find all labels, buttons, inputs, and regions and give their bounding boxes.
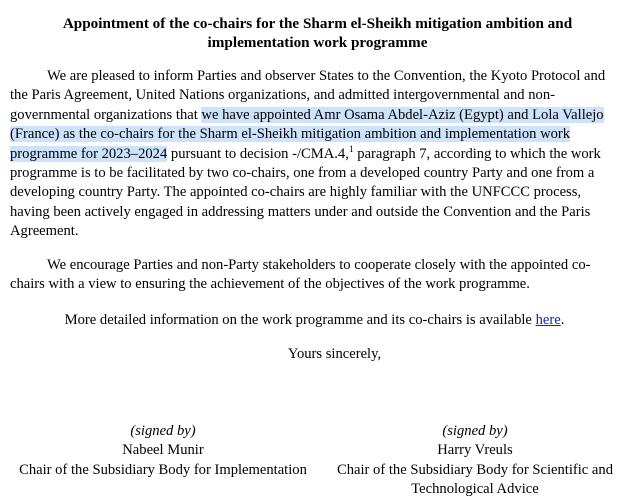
- paragraph-text: paragraph 7, according to which the work programme is to be facilitated by two co-chairs, one from a developed country Party and one from a developing country Party. The appointed co-chairs are highly familiar with the UNFCCC process, having been actively engaged in addressing matters under and outside the Convention and the Paris Agreement.: [10, 145, 601, 240]
- paragraph-text: pursuant to decision -/CMA.4,: [167, 145, 349, 162]
- signatory-role: Chair of the Subsidiary Body for Scientific and Technological Advice: [336, 461, 613, 498]
- signatory-name: Nabeel Munir: [122, 442, 204, 459]
- closing-salutation: Yours sincerely,: [287, 346, 382, 362]
- signatory-role: Chair of the Subsidiary Body for Implementation: [19, 461, 307, 478]
- paragraph-text: More detailed information on the work programme and its co-chairs is available: [64, 312, 536, 328]
- footnote-mark: 1: [348, 144, 354, 155]
- letter-title: Appointment of the co-chairs for the Sharm el-Sheikh mitigation ambition and implementation work programme: [62, 15, 573, 51]
- paragraph-text: .: [560, 312, 565, 328]
- paragraph-text: We encourage Parties and non-Party stakeholders to cooperate closely with the appointed co-chairs with a view to ensuring the achievement of the objectives of the work programme.: [10, 257, 591, 293]
- here-link[interactable]: here: [535, 312, 561, 328]
- signed-by-note: (signed by): [130, 423, 196, 439]
- paragraph-text: We are pleased to inform Parties and observer States to the Convention, the Kyoto Protocol and the Paris Agreement, United Nations organizations, and admitted intergovernmental and non-governmental organizations that: [10, 68, 606, 123]
- signature-block-sbsta: [326, 422, 624, 500]
- paragraph-encourage: [10, 256, 618, 295]
- signatory-name: Harry Vreuls: [437, 442, 513, 459]
- signature-block-sbi: [10, 422, 316, 480]
- paragraph-appointment: [10, 67, 618, 242]
- signed-by-note: (signed by): [442, 423, 508, 439]
- paragraph-more-info: [0, 311, 629, 330]
- selected-text-highlight[interactable]: we have appointed Amr Osama Abdel-Aziz (Egypt) and Lola Vallejo (France) as the co-chairs for the Sharm el-Sheikh mitigation ambition and implementation work programme for 2023–2024: [10, 106, 604, 162]
